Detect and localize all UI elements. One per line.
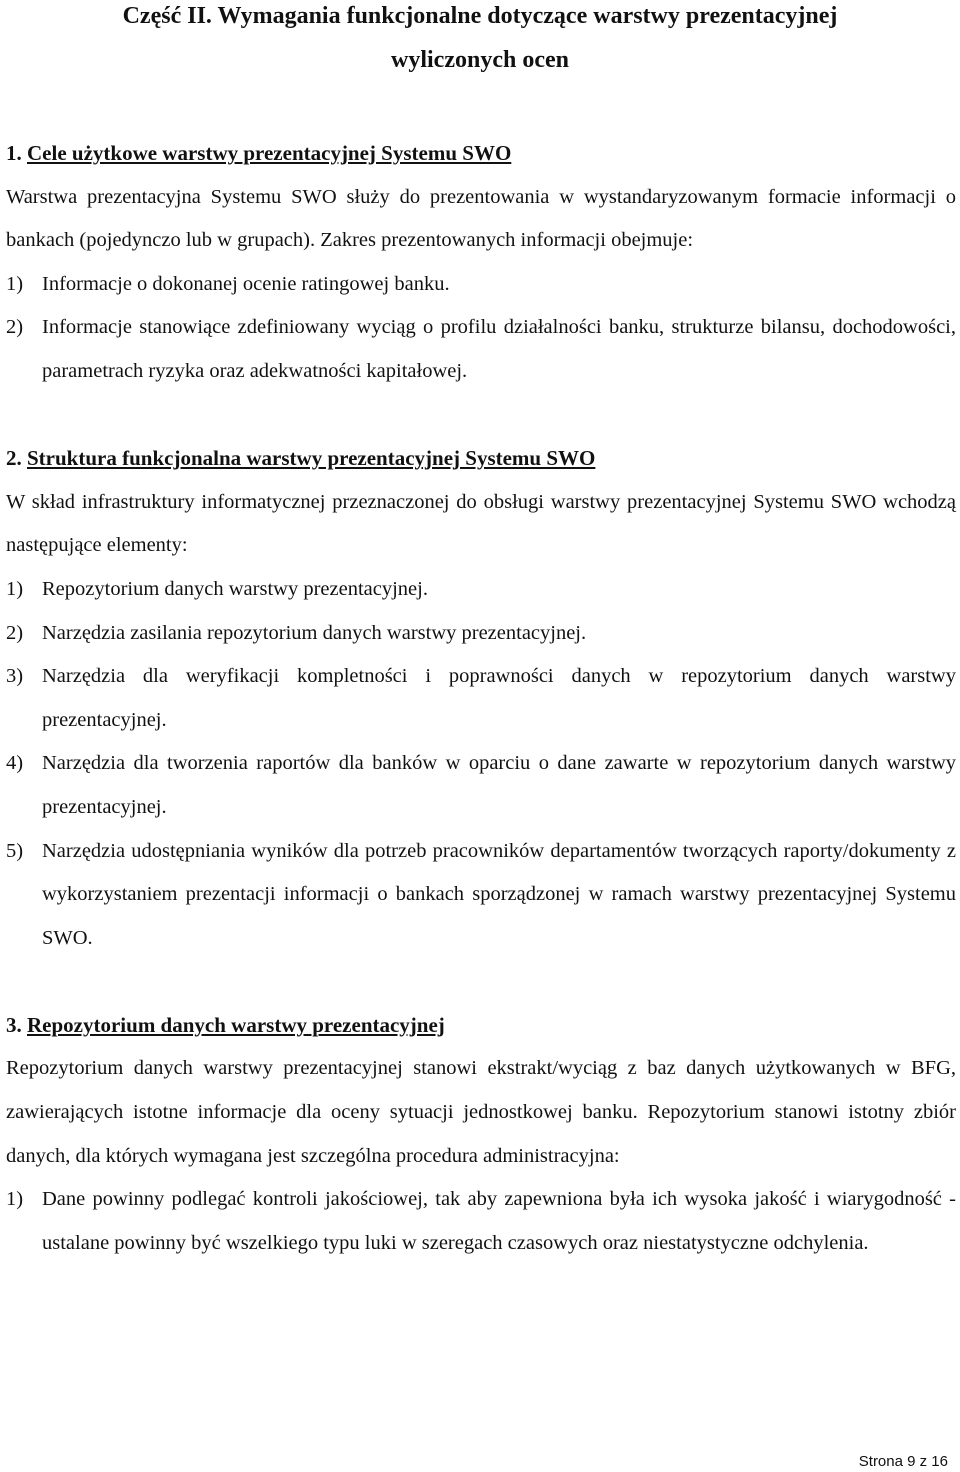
list-item <box>6 742 956 829</box>
list-item-text: Informacje o dokonanej ocenie ratingowej banku. <box>42 272 450 295</box>
page-title-line-2: wyliczonych ocen <box>391 47 569 73</box>
section-title: Cele użytkowe warstwy prezentacyjnej Systemu SWO <box>27 141 512 165</box>
page-title-line-1: Część II. Wymagania funkcjonalne dotyczące warstwy prezentacyjnej <box>122 3 838 29</box>
list-item <box>6 612 956 656</box>
list-item <box>6 263 956 307</box>
list-item <box>6 306 956 393</box>
list-item <box>6 655 956 742</box>
section-heading <box>6 437 956 481</box>
list-item <box>6 568 956 612</box>
section-heading <box>6 1004 956 1048</box>
section-1 <box>6 132 956 394</box>
section-number: 2. <box>6 446 22 471</box>
list-item-text: Narzędzia dla weryfikacji kompletności i poprawności danych w repozytorium danych warstwy prezentacyjnej. <box>42 665 956 731</box>
section-title: Repozytorium danych warstwy prezentacyjnej <box>27 1012 445 1037</box>
list-item-text: Narzędzia dla tworzenia raportów dla banków w oparciu o dane zawarte w repozytorium danych warstwy prezentacyjnej. <box>42 752 956 818</box>
section-title: Struktura funkcjonalna warstwy prezentacyjnej Systemu SWO <box>27 446 596 471</box>
page-number: Strona 9 z 16 <box>858 1453 948 1470</box>
list-item-text: Narzędzia zasilania repozytorium danych warstwy prezentacyjnej. <box>42 621 587 644</box>
document-body <box>6 132 956 1265</box>
section-heading <box>6 132 956 176</box>
list-item-number: 3) <box>6 665 24 688</box>
list-item-number: 1) <box>6 1188 24 1211</box>
section-intro: Warstwa prezentacyjna Systemu SWO służy do prezentowania w wystandaryzowanym formacie informacji o bankach (pojedynczo lub w grupach). Zakres prezentowanych informacji obejmuje: <box>6 185 956 252</box>
list-item-number: 2) <box>6 621 24 644</box>
section-2 <box>6 437 956 960</box>
list-item-text: Dane powinny podlegać kontroli jakościowej, tak aby zapewniona była ich wysoka jakość i wiarygodność - ustalane powinny być wszelkiego typu luki w szeregach czasowych oraz niestatystyczne odchylenia. <box>42 1188 956 1254</box>
list-item-number: 1) <box>6 272 24 295</box>
list-item-text: Informacje stanowiące zdefiniowany wyciąg o profilu działalności banku, strukturze bilansu, dochodowości, parametrach ryzyka oraz adekwatności kapitałowej. <box>42 316 956 382</box>
spacer <box>6 960 956 1004</box>
section-intro: W skład infrastruktury informatycznej przeznaczonej do obsługi warstwy prezentacyjnej Systemu SWO wchodzą następujące elementy: <box>6 490 956 557</box>
list-item-number: 4) <box>6 752 24 775</box>
section-intro: Repozytorium danych warstwy prezentacyjnej stanowi ekstrakt/wyciąg z baz danych użytkowanych w BFG, zawierających istotne informacje dla oceny sytuacji jednostkowej banku. Repozytorium stanowi istotny zbiór danych, dla których wymagana jest szczególna procedura administracyjna: <box>6 1057 956 1167</box>
list-item-number: 5) <box>6 839 24 862</box>
section-number: 1. <box>6 141 22 165</box>
list-item-number: 1) <box>6 577 24 600</box>
list-item <box>6 1178 956 1265</box>
list-item-text: Narzędzia udostępniania wyników dla potrzeb pracowników departamentów tworzących raporty/dokumenty z wykorzystaniem prezentacji informacji o bankach sporządzonej w ramach warstwy prezentacyjnej Systemu SWO. <box>42 839 956 949</box>
section-3 <box>6 1004 956 1266</box>
spacer <box>6 394 956 438</box>
section-number: 3. <box>6 1012 22 1037</box>
list-item <box>6 830 956 961</box>
page-title <box>0 0 960 82</box>
list-item-number: 2) <box>6 316 24 339</box>
list-item-text: Repozytorium danych warstwy prezentacyjnej. <box>42 577 428 600</box>
